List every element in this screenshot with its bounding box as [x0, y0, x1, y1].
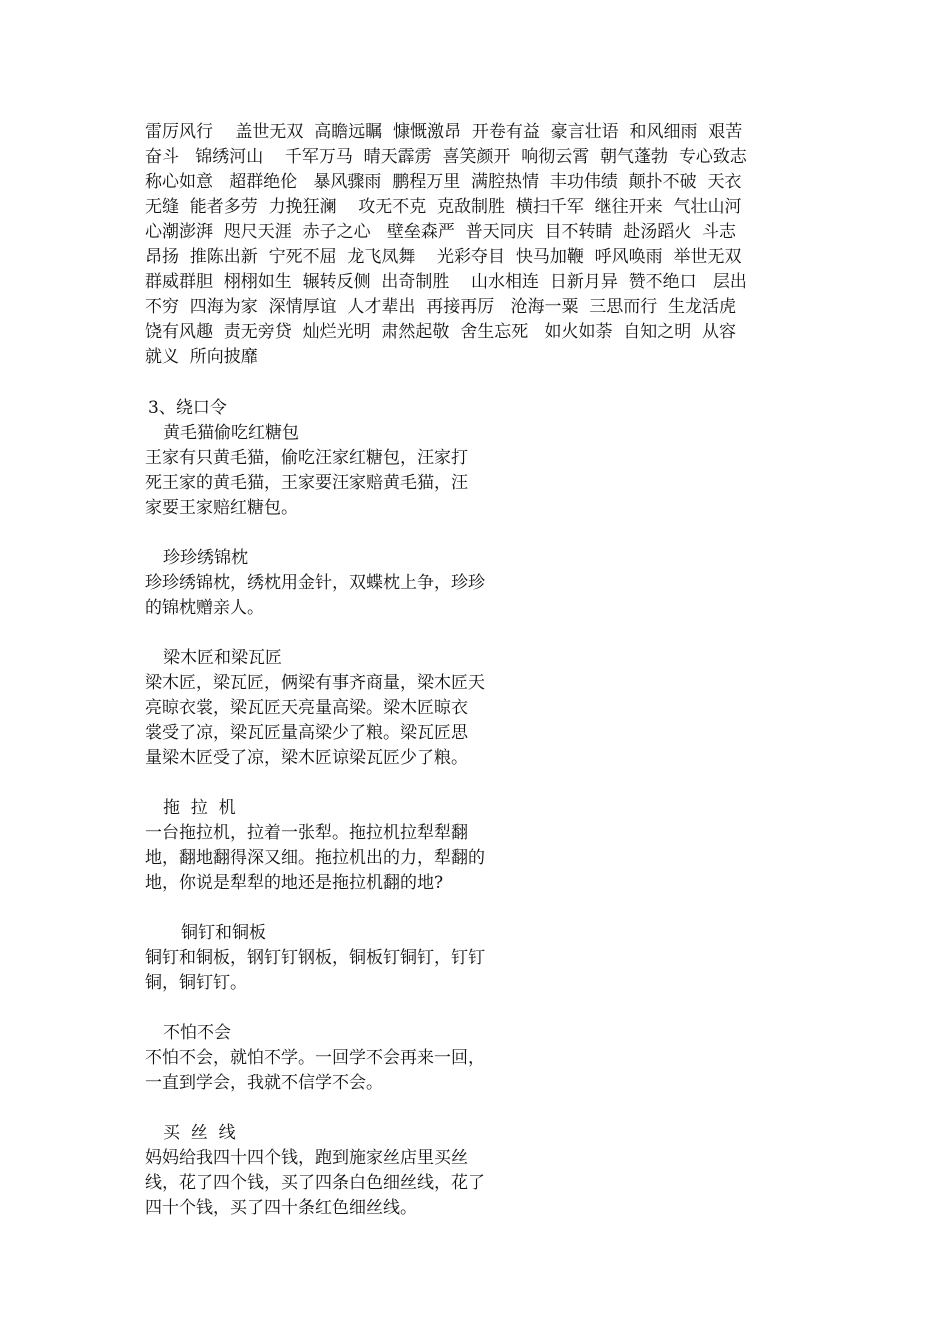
idiom-line: 饶有风趣 责无旁贷 灿烂光明 肃然起敬 舍生忘死 如火如荼 自知之明 从容: [145, 322, 737, 342]
tongue-twister-line: 王家有只黄毛猫，偷吃汪家红糖包，汪家打: [145, 448, 468, 468]
tongue-twister-line: 一直到学会，我就不信学不会。: [145, 1073, 383, 1093]
tongue-twister-line: 家要王家赔红糖包。: [145, 498, 298, 518]
tongue-twister-line: 地，翻地翻得深又细。拖拉机出的力，犁翻的: [145, 848, 485, 868]
tongue-twister: [145, 921, 535, 996]
tongue-twister-title: 黄毛猫偷吃红糖包: [163, 423, 299, 443]
tongue-twister-title: 梁木匠和梁瓦匠: [163, 648, 282, 668]
tongue-twister: [145, 1121, 535, 1221]
idiom-line: 无缝 能者多劳 力挽狂澜 攻无不克 克敌制胜 横扫千军 继往开来 气壮山河: [145, 197, 742, 217]
tongue-twister-line: 量梁木匠受了凉，梁木匠谅梁瓦匠少了粮。: [145, 748, 468, 768]
tongue-twister-line: 不怕不会，就怕不学。一回学不会再来一回，: [145, 1048, 485, 1068]
idiom-line: 群威群胆 栩栩如生 辗转反侧 出奇制胜 山水相连 日新月异 赞不绝口 层出: [145, 272, 747, 292]
tongue-twister-line: 死王家的黄毛猫，王家要汪家赔黄毛猫，汪: [145, 473, 468, 493]
idiom-line: 不穷 四海为家 深情厚谊 人才辈出 再接再厉 沧海一粟 三思而行 生龙活虎: [145, 297, 737, 317]
idiom-line: 心潮澎湃 咫尺天涯 赤子之心 壁垒森严 普天同庆 目不转睛 赴汤蹈火 斗志: [145, 222, 737, 242]
tongue-twister-line: 梁木匠，梁瓦匠，俩梁有事齐商量，梁木匠天: [145, 673, 485, 693]
tongue-twister-line: 四十个钱，买了四十条红色细丝线。: [145, 1198, 417, 1218]
idiom-line: 称心如意 超群绝伦 暴风骤雨 鹏程万里 满腔热情 丰功伟绩 颠扑不破 天衣: [145, 172, 742, 192]
tongue-twister-line: 亮晾衣裳，梁瓦匠天亮量高梁。梁木匠晾衣: [145, 698, 468, 718]
idiom-line: 雷厉风行 盖世无双 高瞻远瞩 慷慨激昂 开卷有益 豪言壮语 和风细雨 艰苦: [145, 122, 743, 142]
tongue-twister-line: 铜钉和铜板，钢钉钉钢板，铜板钉铜钉，钉钉: [145, 948, 485, 968]
section-heading: 3、绕口令: [148, 398, 227, 418]
tongue-twister-title: 买 丝 线: [163, 1123, 236, 1143]
tongue-twister: [145, 546, 535, 621]
document-page: [145, 120, 815, 1221]
tongue-twister-line: 铜，铜钉钉。: [145, 973, 247, 993]
tongue-twister: [145, 646, 535, 771]
tongue-twister-line: 地，你说是犁犁的地还是拖拉机翻的地?: [145, 873, 444, 893]
tongue-twister-line: 的锦枕赠亲人。: [145, 598, 264, 618]
idiom-line: 奋斗 锦绣河山 千军万马 晴天霹雳 喜笑颜开 响彻云霄 朝气蓬勃 专心致志: [145, 147, 747, 167]
idiom-line: 就义 所向披靡: [145, 347, 258, 367]
tongue-twister-line: 线，花了四个钱，买了四条白色细丝线，花了: [145, 1173, 485, 1193]
idiom-list: [145, 120, 815, 370]
idiom-line: 昂扬 推陈出新 宁死不屈 龙飞凤舞 光彩夺目 快马加鞭 呼风唤雨 举世无双: [145, 247, 742, 267]
tongue-twister-title: 拖 拉 机: [163, 798, 236, 818]
tongue-twister-title: 不怕不会: [163, 1023, 231, 1043]
tongue-twister: [145, 1021, 535, 1096]
tongue-twister: [145, 796, 535, 896]
tongue-twister-title: 铜钉和铜板: [181, 923, 266, 943]
tongue-twister-line: 裳受了凉，梁瓦匠量高梁少了粮。梁瓦匠思: [145, 723, 468, 743]
tongue-twister: [145, 421, 535, 521]
tongue-twister-title: 珍珍绣锦枕: [163, 548, 248, 568]
tongue-twister-line: 妈妈给我四十四个钱，跑到施家丝店里买丝: [145, 1148, 468, 1168]
tongue-twister-line: 珍珍绣锦枕，绣枕用金针，双蝶枕上争，珍珍: [145, 573, 485, 593]
tongue-twister-line: 一台拖拉机，拉着一张犁。拖拉机拉犁犁翻: [145, 823, 468, 843]
